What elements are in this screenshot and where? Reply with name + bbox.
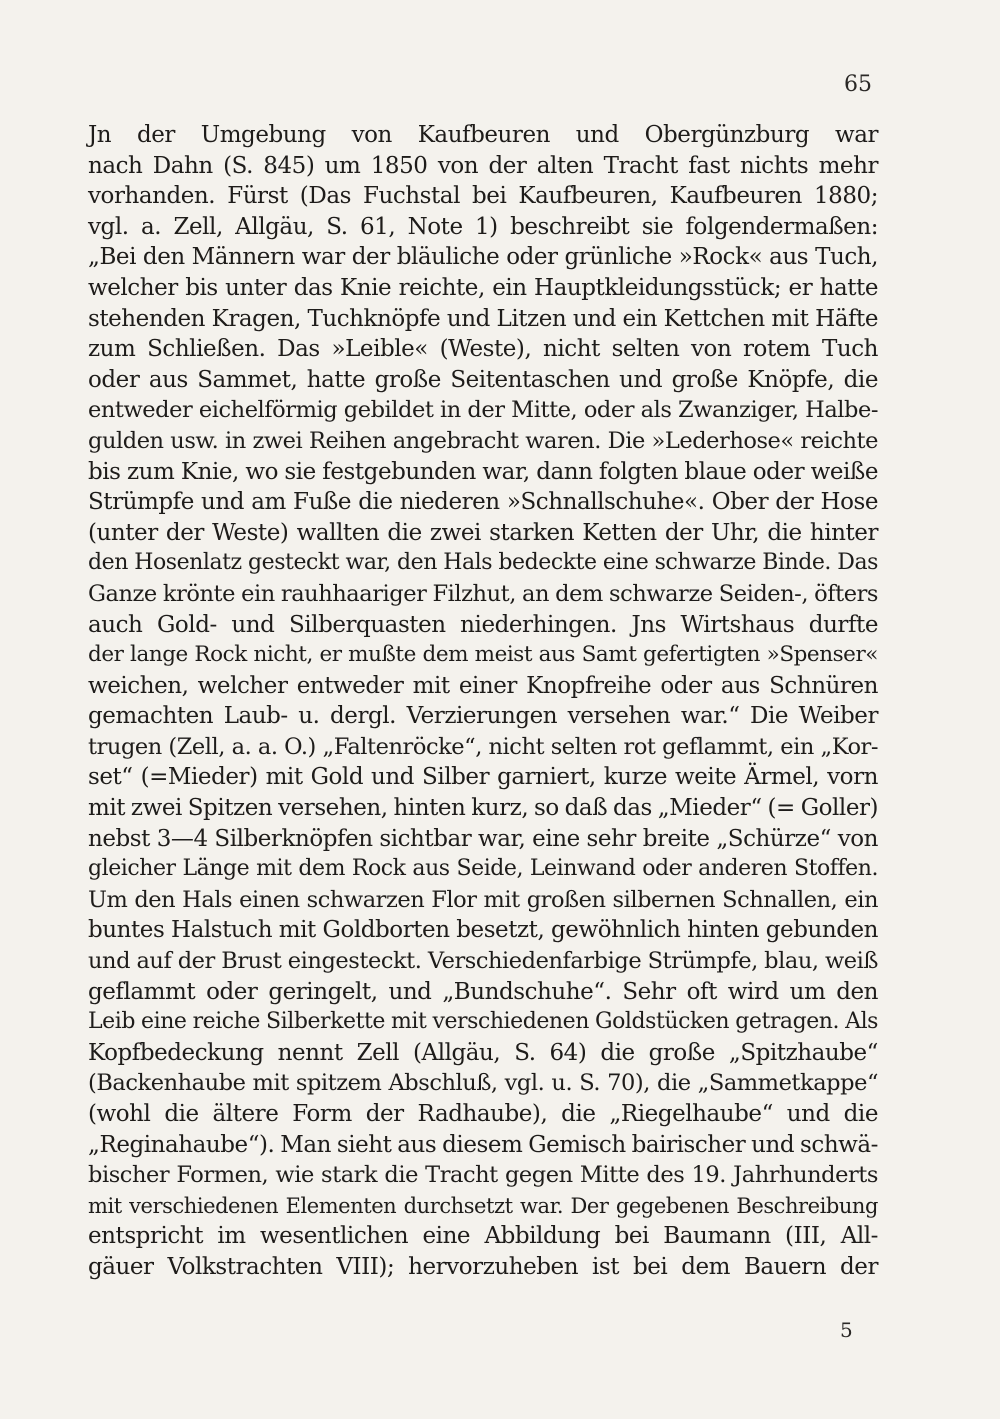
- text-line: mit verschiedenen Elementen durchsetzt war. Der gegebenen Beschreibung: [88, 1193, 878, 1218]
- text-line: vgl. a. Zell, Allgäu, S. 61, Note 1) beschreibt sie folgendermaßen:: [88, 213, 878, 240]
- text-line: „Bei den Männern war der bläuliche oder grünliche »Rock« aus Tuch,: [88, 244, 878, 271]
- text-line: entspricht im wesentlichen eine Abbildung bei Baumann (III, All-: [88, 1223, 878, 1250]
- text-line: buntes Halstuch mit Goldborten besetzt, gewöhnlich hinten gebunden: [88, 917, 878, 944]
- text-line: (unter der Weste) wallten die zwei starken Ketten der Uhr, die hinter: [88, 519, 878, 546]
- text-line: nebst 3—4 Silberknöpfen sichtbar war, eine sehr breite „Schürze“ von: [88, 825, 878, 852]
- text-line: Strümpfe und am Fuße die niederen »Schnallschuhe«. Ober der Hose: [88, 489, 878, 516]
- text-line: trugen (Zell, a. a. O.) „Faltenröcke“, nicht selten rot geflammt, ein „Kor-: [88, 733, 878, 760]
- body-text: [88, 120, 878, 1283]
- text-line: gemachten Laub- u. dergl. Verzierungen versehen war.“ Die Weiber: [88, 703, 878, 730]
- text-line: Ganze krönte ein rauhhaariger Filzhut, an dem schwarze Seiden-, öfters: [88, 580, 878, 607]
- text-line: auch Gold- und Silberquasten niederhingen. Jns Wirtshaus durfte: [88, 611, 878, 638]
- text-line: oder aus Sammet, hatte große Seitentaschen und große Knöpfe, die: [88, 366, 878, 393]
- text-line: vorhanden. Fürst (Das Fuchstal bei Kaufbeuren, Kaufbeuren 1880;: [88, 183, 878, 210]
- text-line: „Reginahaube“). Man sieht aus diesem Gemisch bairischer und schwä-: [88, 1131, 879, 1158]
- text-line: gäuer Volkstrachten VIII); hervorzuheben ist bei dem Bauern der: [88, 1253, 878, 1280]
- text-line: Jn der Umgebung von Kaufbeuren und Obergünzburg war: [88, 122, 878, 148]
- text-line: mit zwei Spitzen versehen, hinten kurz, so daß das „Mieder“ (= Goller): [88, 795, 879, 822]
- text-line: der lange Rock nicht, er mußte dem meist aus Samt gefertigten »Spenser«: [88, 642, 878, 668]
- text-line: weichen, welcher entweder mit einer Knopfreihe oder aus Schnüren: [88, 672, 878, 699]
- text-line: gleicher Länge mit dem Rock aus Seide, Leinwand oder anderen Stoffen.: [88, 856, 878, 882]
- text-line: bis zum Knie, wo sie festgebunden war, dann folgten blaue oder weiße: [88, 458, 878, 485]
- text-line: Um den Hals einen schwarzen Flor mit großen silbernen Schnallen, ein: [88, 886, 878, 913]
- text-line: und auf der Brust eingesteckt. Verschiedenfarbige Strümpfe, blau, weiß: [88, 948, 878, 975]
- text-line: nach Dahn (S. 845) um 1850 von der alten Tracht fast nichts mehr: [88, 152, 878, 179]
- text-line: set“ (=Mieder) mit Gold und Silber garniert, kurze weite Ärmel, vorn: [88, 764, 878, 791]
- text-line: (Backenhaube mit spitzem Abschluß, vgl. u. S. 70), die „Sammetkappe“: [88, 1070, 878, 1097]
- text-line: geflammt oder geringelt, und „Bundschuhe“. Sehr oft wird um den: [88, 978, 878, 1005]
- text-line: Kopfbedeckung nennt Zell (Allgäu, S. 64) die große „Spitzhaube“: [88, 1039, 878, 1066]
- text-line: gulden usw. in zwei Reihen angebracht waren. Die »Lederhose« reichte: [88, 427, 878, 454]
- text-line: Leib eine reiche Silberkette mit verschiedenen Goldstücken getragen. Als: [88, 1009, 878, 1035]
- text-line: (wohl die ältere Form der Radhaube), die „Riegelhaube“ und die: [88, 1101, 878, 1127]
- text-line: zum Schließen. Das »Leible« (Weste), nicht selten von rotem Tuch: [88, 336, 878, 363]
- text-line: den Hosenlatz gesteckt war, den Hals bedeckte eine schwarze Binde. Das: [88, 550, 878, 576]
- page-number: 65: [844, 72, 872, 97]
- text-line: welcher bis unter das Knie reichte, ein Hauptkleidungsstück; er hatte: [88, 274, 878, 301]
- text-line: bischer Formen, wie stark die Tracht gegen Mitte des 19. Jahrhunderts: [88, 1162, 878, 1189]
- text-line: stehenden Kragen, Tuchknöpfe und Litzen und ein Kettchen mit Häfte: [88, 305, 878, 332]
- signature-mark: 5: [840, 1318, 853, 1342]
- text-line: entweder eichelförmig gebildet in der Mitte, oder als Zwanziger, Halbe-: [88, 397, 878, 424]
